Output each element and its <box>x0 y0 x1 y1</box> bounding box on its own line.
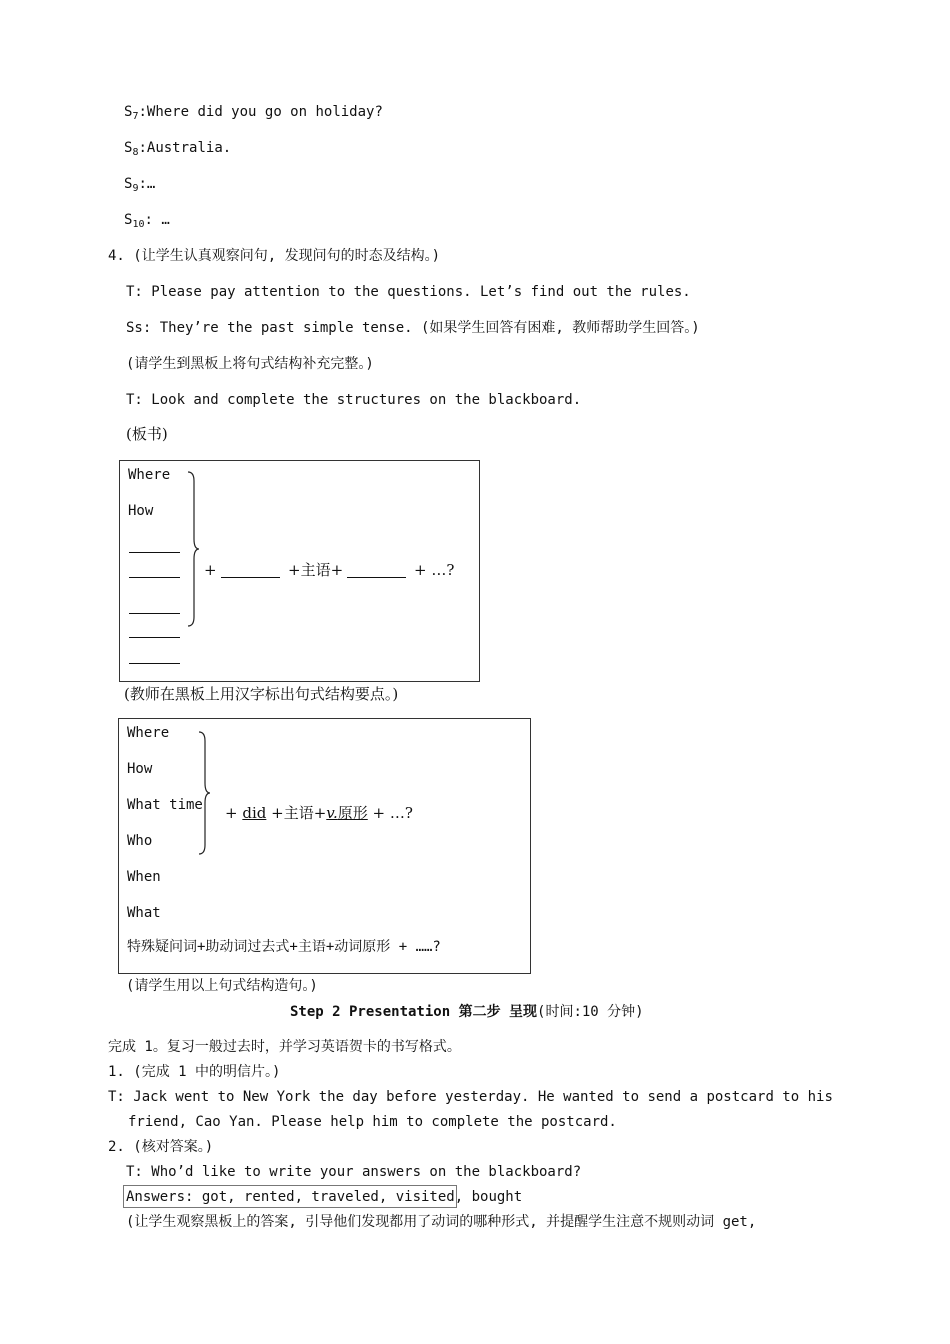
dialogue-line-s8: $S_8:Australia$. <box>124 140 232 158</box>
teacher-line: T: Look and complete the structures on the blackboard. <box>126 392 582 408</box>
verb-base-form <box>326 804 367 822</box>
formula-tail: + …? <box>367 804 413 822</box>
fill-blank <box>129 637 180 638</box>
step2-intro: 完成 1。复习一般过去时，并学习英语贺卡的书写格式。 <box>108 1039 461 1055</box>
dialogue-text: : … <box>144 212 170 228</box>
fill-blank <box>129 663 180 664</box>
verb-base-label: 原形 <box>337 804 368 822</box>
curly-brace <box>186 471 200 627</box>
auxiliary-did: did <box>242 804 267 822</box>
speaker-subscript: 9 <box>132 183 139 194</box>
question-word: What <box>127 905 161 921</box>
question-word: When <box>127 869 161 885</box>
teacher-question: T: Who’d like to write your answers on the blackboard? <box>126 1164 582 1180</box>
question-word: Where <box>127 725 170 741</box>
speaker-subscript: 8 <box>132 147 139 158</box>
answers-boxed: Answers: got, rented, traveled, visited, <box>126 1189 464 1205</box>
structure-summary: 特殊疑问词+助动词过去式+主语+动词原形 + ……? <box>127 939 441 955</box>
teacher-line: T: Please pay attention to the questions. Let’s find out the rules. <box>126 284 691 300</box>
step2-time: (时间:10 分钟) <box>537 1004 644 1020</box>
plus-sign: + <box>204 561 217 579</box>
speaker-subscript: 7 <box>132 111 139 122</box>
dialogue-text: :Australia. <box>138 140 232 156</box>
fill-blank <box>347 577 406 578</box>
dialogue-line-s10: $S_{10}$: … <box>124 212 170 230</box>
blackboard-box-1 <box>119 460 480 682</box>
instruction-note: (请学生到黑板上将句式结构补充完整。) <box>126 356 374 372</box>
students-line: Ss: They’re the past simple tense. (如果学生回答有困难, 教师帮助学生回答。) <box>126 320 700 336</box>
question-word: Where <box>128 467 171 483</box>
subject-label: +主语+ <box>288 561 344 579</box>
board-label: (板书) <box>126 425 168 443</box>
step2-title <box>290 1001 644 1022</box>
question-word: Who <box>127 833 153 849</box>
fill-blank <box>129 577 180 578</box>
verb-v: v. <box>326 804 338 822</box>
question-word: How <box>127 761 153 777</box>
step2-item1: 1. (完成 1 中的明信片。) <box>108 1064 281 1080</box>
step2-item2: 2. (核对答案。) <box>108 1139 214 1155</box>
dialogue-line-s9: $S_9:\dots$ <box>124 176 156 194</box>
curly-brace <box>197 731 211 855</box>
fill-blank <box>129 613 180 614</box>
answers-rest: bought <box>463 1189 523 1205</box>
teacher-note: (教师在黑板上用汉字标出句式结构要点。) <box>124 685 399 703</box>
dialogue-text: :Where did you go on holiday? <box>138 104 383 120</box>
teacher-line: T: Jack went to New York the day before yesterday. He wanted to send a postcard to his <box>108 1089 833 1105</box>
plus-sign: + <box>225 804 243 822</box>
item4-heading: 4. (让学生认真观察问句, 发现问句的时态及结构。) <box>108 248 440 264</box>
speaker-subscript: 10 <box>132 219 145 230</box>
blackboard-box-2 <box>118 718 531 974</box>
question-word: What time <box>127 797 203 813</box>
subject-label: +主语+ <box>266 804 327 822</box>
question-word: How <box>128 503 154 519</box>
step2-heading: Step 2 Presentation 第二步 呈现 <box>290 1004 538 1020</box>
teacher-line-cont: friend, Cao Yan. Please help him to complete the postcard. <box>128 1114 617 1130</box>
final-note: (让学生观察黑板上的答案, 引导他们发现都用了动词的哪种形式, 并提醒学生注意不规则动词 get, <box>126 1214 757 1230</box>
dialogue-text: :… <box>138 176 156 192</box>
structure-formula <box>225 803 413 823</box>
formula-tail: + …? <box>414 561 455 579</box>
dialogue-line-s7: $S_7:Where$ did you go on holiday? <box>124 104 383 122</box>
fill-blank <box>129 552 180 553</box>
after-board-note: (请学生用以上句式结构造句。) <box>126 978 318 994</box>
answers-line <box>126 1187 522 1207</box>
fill-blank <box>221 577 280 578</box>
